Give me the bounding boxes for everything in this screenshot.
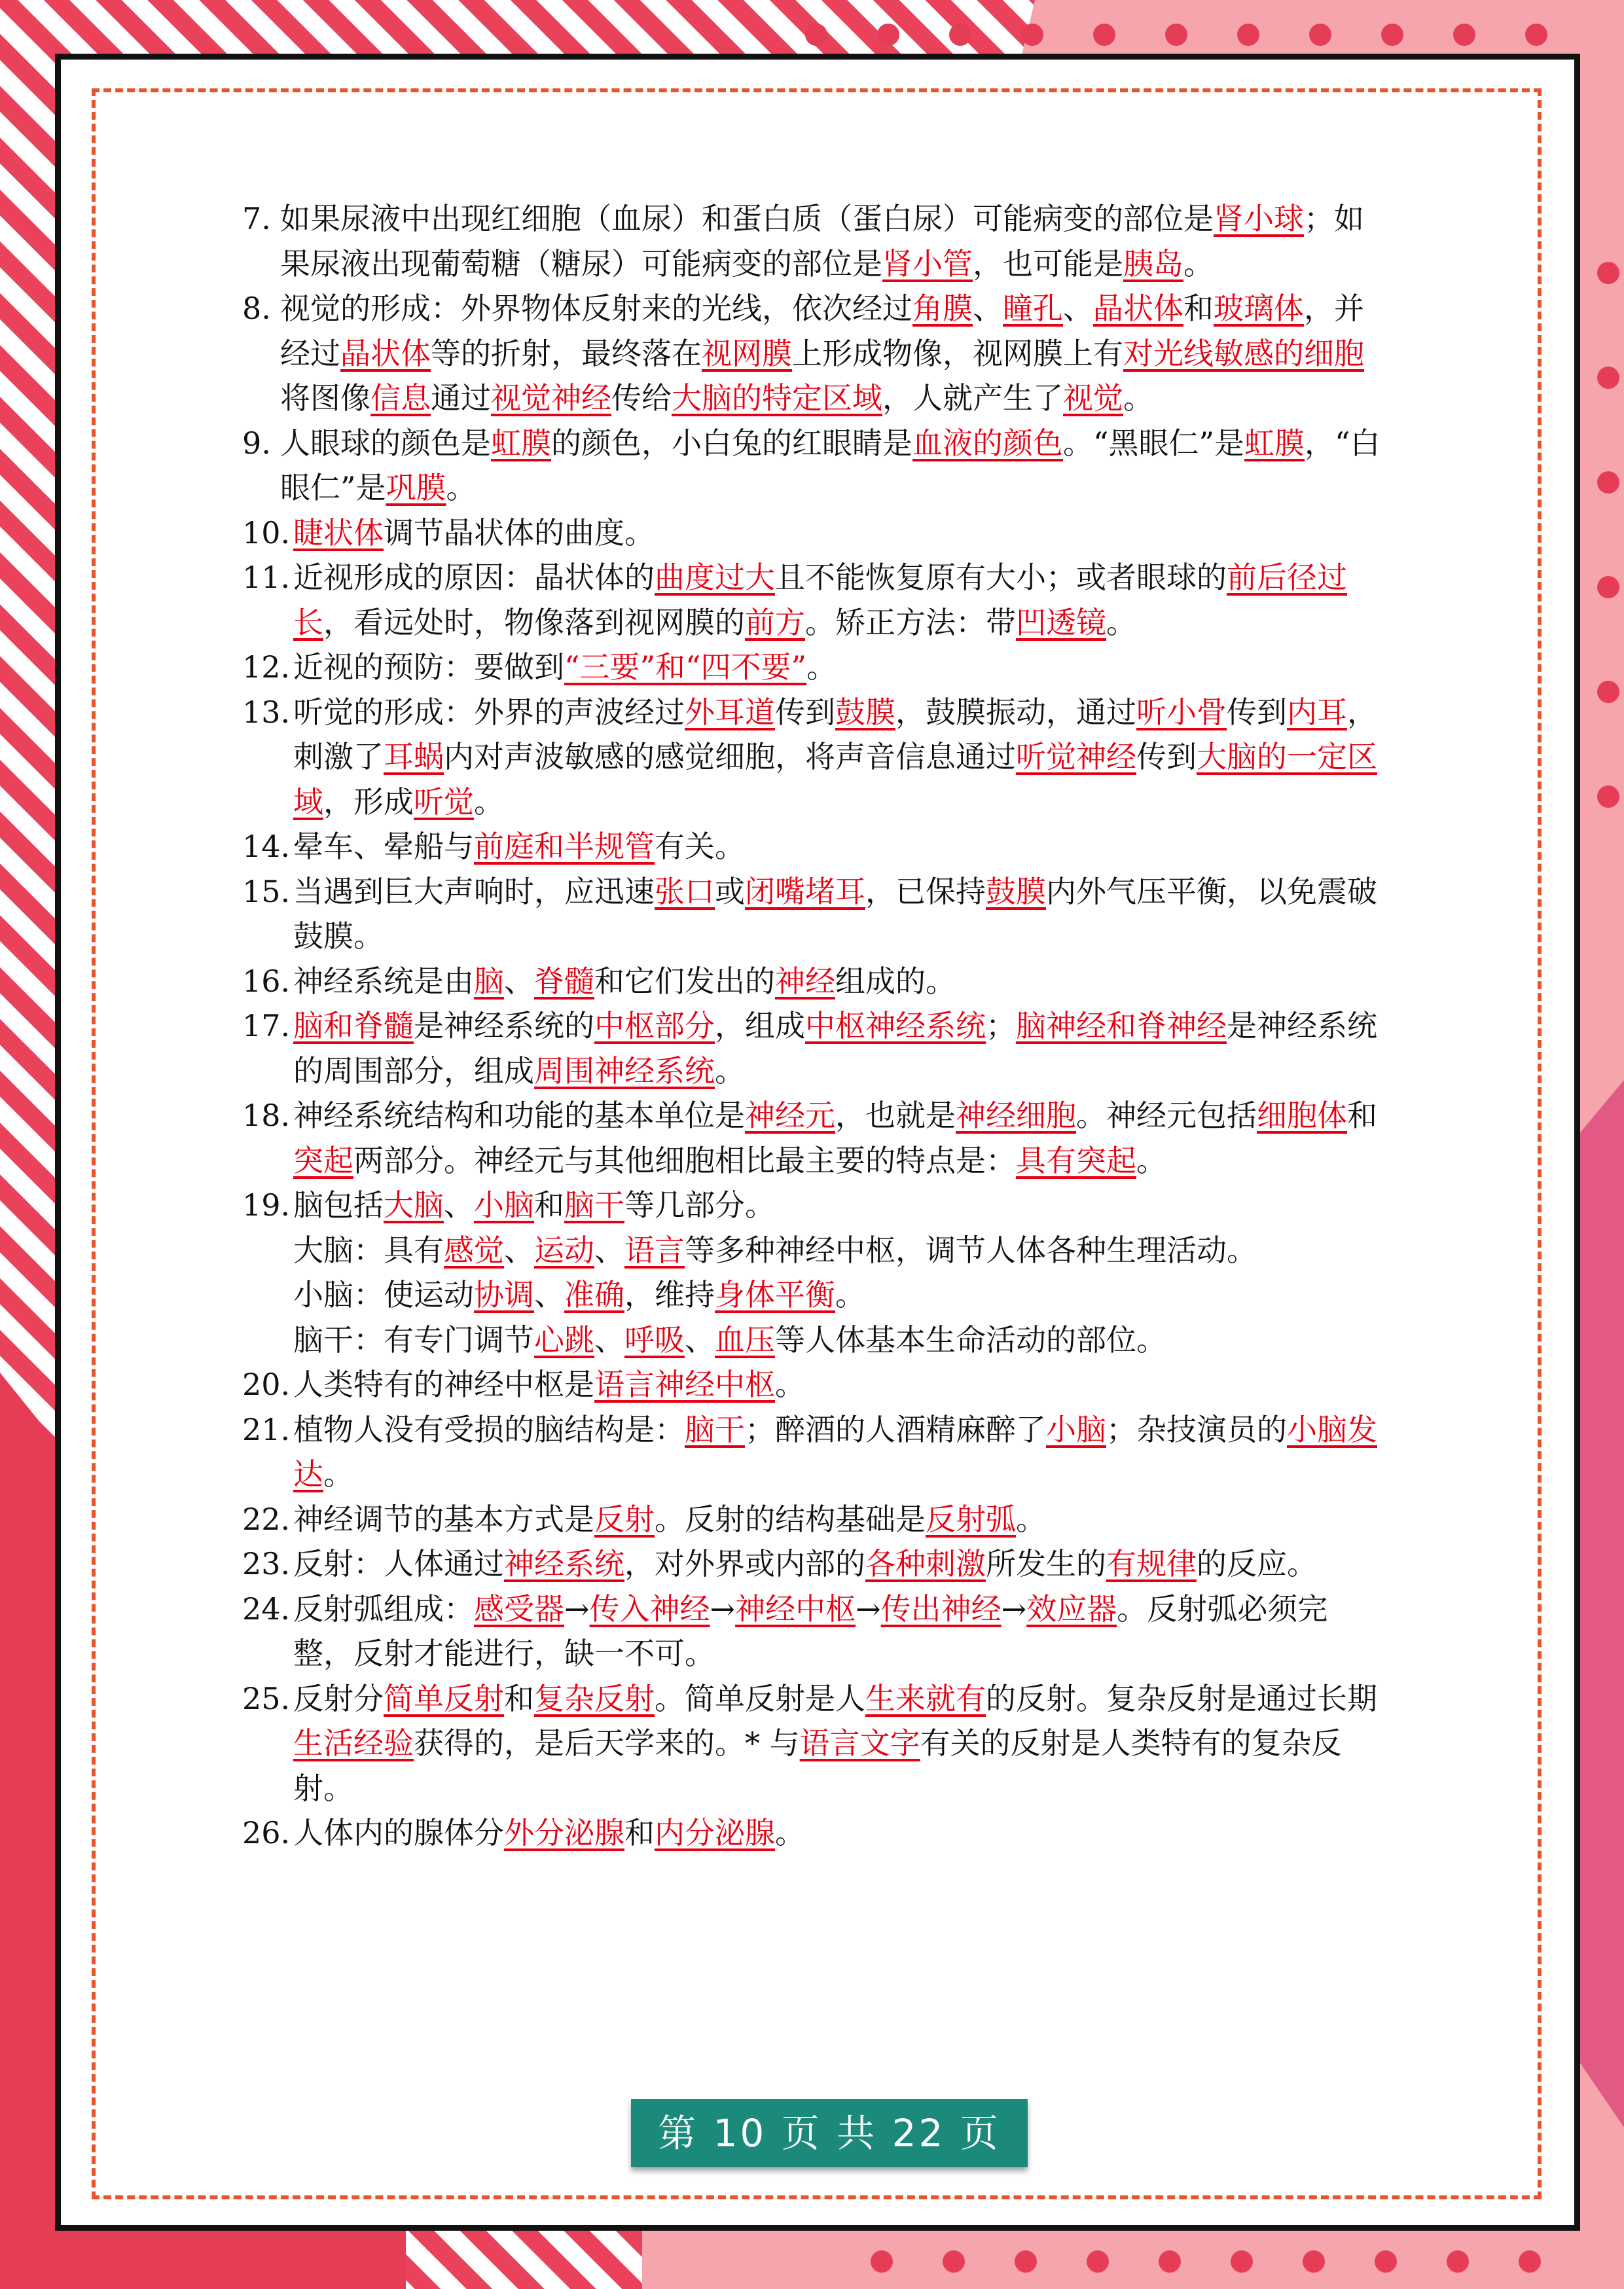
list-item: [242, 555, 1381, 645]
answer-text: 肾小管: [882, 245, 973, 281]
answer-text: 神经系统: [504, 1546, 624, 1581]
answer-text: 呼吸: [624, 1322, 685, 1358]
question-text: 。: [446, 470, 477, 505]
question-text: 。: [474, 784, 504, 820]
question-text: 。: [775, 1815, 805, 1850]
question-text: ，人就产生了: [882, 380, 1063, 416]
item-number: 18.: [242, 1098, 291, 1133]
answer-text: 语言: [624, 1232, 685, 1268]
question-text: 脑包括: [293, 1187, 384, 1223]
question-text: 获得的，是后天学来的。* 与: [414, 1725, 800, 1761]
sub-item: [242, 1318, 1381, 1363]
answer-text: 感觉: [444, 1232, 504, 1268]
question-text: 传给: [611, 380, 672, 416]
sub-item: [242, 1228, 1381, 1273]
question-text: 、: [594, 1322, 624, 1358]
question-text: ，维持: [624, 1277, 715, 1312]
answer-text: 身体平衡: [715, 1277, 835, 1312]
answer-text: 瞳孔: [1003, 291, 1063, 326]
list-item: [242, 286, 1381, 421]
answer-text: 具有突起: [1016, 1142, 1136, 1178]
answer-text: 大脑的特定区域: [672, 380, 882, 416]
question-text: 将图像: [280, 380, 370, 416]
question-text: →: [564, 1591, 590, 1627]
question-text: ，组成: [715, 1008, 805, 1043]
question-text: ；醉酒的人酒精麻醉了: [745, 1411, 1046, 1447]
answer-text: 听小骨: [1136, 694, 1227, 730]
answer-text: 角膜: [912, 291, 973, 326]
question-text: 和: [534, 1187, 564, 1223]
answer-text: 反射弧: [926, 1501, 1016, 1537]
question-text: 和它们发出的: [594, 963, 775, 999]
item-number: 17.: [242, 1008, 291, 1043]
list-item: [242, 824, 1381, 869]
item-number: 14.: [242, 829, 291, 864]
answer-text: 听觉: [414, 784, 474, 820]
answer-text: 脑神经和脊神经: [1016, 1008, 1227, 1043]
question-text: 上形成物像，视网膜上有: [792, 335, 1123, 371]
answer-text: 晶状体: [1093, 291, 1183, 326]
answer-text: 曲度过大: [655, 560, 775, 595]
answer-text: 胰岛: [1123, 245, 1183, 281]
item-number: 21.: [242, 1411, 291, 1447]
answer-text: 传出神经: [880, 1591, 1001, 1627]
item-number: 26.: [242, 1815, 291, 1850]
answer-text: 简单反射: [384, 1680, 504, 1716]
list-item: [242, 196, 1381, 286]
answer-text: 张口: [655, 873, 715, 909]
answer-text: 神经: [775, 963, 835, 999]
answer-text: 中枢部分: [594, 1008, 715, 1043]
question-text: →: [710, 1591, 736, 1627]
answer-text: 血液的颜色: [912, 425, 1063, 461]
question-text: 和: [1183, 291, 1214, 326]
question-text: 有关。: [655, 829, 745, 864]
item-number: 22.: [242, 1501, 291, 1537]
item-number: 9.: [242, 425, 271, 461]
answer-text: 大脑的一定区域: [293, 739, 1377, 820]
question-text: 人体内的腺体分: [293, 1815, 504, 1850]
question-text: ，“白眼仁”是: [280, 425, 1380, 505]
question-text: 如果尿液中出现红细胞（血尿）和蛋白质（蛋白尿）可能病变的部位是: [280, 201, 1214, 236]
answer-text: 效应器: [1026, 1591, 1117, 1627]
question-text: 和: [504, 1680, 534, 1716]
question-text: 神经调节的基本方式是: [293, 1501, 594, 1537]
question-text: 神经系统是由: [293, 963, 474, 999]
list-item: [242, 959, 1381, 1004]
list-item: [242, 1811, 1381, 1856]
answer-text: 前方: [745, 604, 805, 640]
answer-text: 巩膜: [386, 470, 446, 505]
answer-text: 中枢神经系统: [805, 1008, 986, 1043]
list-item: [242, 1362, 1381, 1407]
question-text: 反射分: [293, 1680, 384, 1716]
question-text: 。: [835, 1277, 865, 1312]
answer-text: 脑干: [564, 1187, 624, 1223]
answer-text: 准确: [564, 1277, 624, 1312]
answer-text: 脊髓: [534, 963, 594, 999]
answer-text: 睫状体: [293, 514, 384, 550]
list-item: [242, 511, 1381, 556]
question-text: 、: [594, 1232, 624, 1268]
item-number: 23.: [242, 1546, 291, 1581]
list-item: [242, 1183, 1381, 1228]
question-text: 传到: [1227, 694, 1287, 730]
question-text: 。矫正方法：带: [805, 604, 1016, 640]
question-text: 和: [1347, 1098, 1377, 1133]
answer-text: 脑干: [685, 1411, 745, 1447]
question-text: 等的折射，最终落在: [431, 335, 702, 371]
list-item: [242, 690, 1381, 825]
answer-text: 闭嘴堵耳: [745, 873, 865, 909]
answer-text: 小脑: [1046, 1411, 1106, 1447]
question-text: 、: [504, 1232, 534, 1268]
answer-text: 晶状体: [340, 335, 431, 371]
question-text: 两部分。神经元与其他细胞相比最主要的特点是：: [353, 1142, 1016, 1178]
list-item: [242, 645, 1381, 690]
answer-text: 生活经验: [293, 1725, 414, 1761]
question-text: 反射弧组成：: [293, 1591, 474, 1627]
question-text: 。: [323, 1456, 353, 1492]
item-number: 16.: [242, 963, 291, 999]
question-text: 传到: [775, 694, 835, 730]
question-text: 传到: [1136, 739, 1197, 774]
answer-text: 运动: [534, 1232, 594, 1268]
question-text: ，并经过: [280, 291, 1364, 371]
question-text: 、: [444, 1187, 474, 1223]
question-text: 神经系统结构和功能的基本单位是: [293, 1098, 745, 1133]
question-text: 的反射。复杂反射是通过长期: [986, 1680, 1377, 1716]
answer-text: 鼓膜: [835, 694, 895, 730]
list-item: [242, 869, 1381, 959]
answer-text: 外分泌腺: [504, 1815, 624, 1850]
question-text: 。反射的结构基础是: [655, 1501, 926, 1537]
answer-text: 小脑发达: [293, 1411, 1377, 1492]
question-text: 内外气压平衡，以免震破鼓膜。: [293, 873, 1377, 954]
question-text: ，看远处时，物像落到视网膜的: [323, 604, 745, 640]
question-text: ，也就是: [835, 1098, 956, 1133]
item-number: 11.: [242, 560, 291, 595]
question-text: 人类特有的神经中枢是: [293, 1367, 594, 1402]
question-text: 、: [534, 1277, 564, 1312]
list-item: [242, 1003, 1381, 1093]
answer-text: 反射: [594, 1501, 655, 1537]
question-text: 的颜色，小白兔的红眼睛是: [551, 425, 912, 461]
answer-text: 感受器: [474, 1591, 564, 1627]
question-text: 。神经元包括: [1076, 1098, 1257, 1133]
question-text: 、: [1063, 291, 1093, 326]
answer-text: 视觉: [1063, 380, 1123, 416]
answer-text: 传入神经: [589, 1591, 710, 1627]
answer-text: 听觉神经: [1016, 739, 1136, 774]
answer-text: 神经中枢: [735, 1591, 856, 1627]
item-number: 8.: [242, 291, 271, 326]
item-number: 19.: [242, 1187, 291, 1223]
question-text: 和: [624, 1815, 655, 1850]
question-text: 。: [1106, 604, 1136, 640]
question-text: 脑干：有专门调节: [293, 1322, 534, 1358]
question-text: 。“黑眼仁”是: [1063, 425, 1245, 461]
answer-text: 血压: [715, 1322, 775, 1358]
answer-text: 细胞体: [1257, 1098, 1347, 1133]
page-number-badge: 第 10 页 共 22 页: [631, 2099, 1028, 2167]
answer-text: 耳蜗: [384, 739, 444, 774]
sub-item: [242, 1272, 1381, 1318]
question-text: 当遇到巨大声响时，应迅速: [293, 873, 655, 909]
question-text: 。: [1136, 1142, 1166, 1178]
answer-text: 前后径过长: [293, 560, 1347, 640]
question-text: 植物人没有受损的脑结构是：: [293, 1411, 685, 1447]
item-number: 12.: [242, 649, 291, 685]
item-number: 7.: [242, 201, 271, 236]
question-text: ；如果尿液出现葡萄糖（糖尿）可能病变的部位是: [280, 201, 1364, 281]
list-item: [242, 421, 1381, 511]
answer-text: 突起: [293, 1142, 353, 1178]
question-text: 近视形成的原因：晶状体的: [293, 560, 655, 595]
question-text: 等多种神经中枢，调节人体各种生理活动。: [685, 1232, 1257, 1268]
answer-text: 外耳道: [685, 694, 775, 730]
answer-text: 虹膜: [1244, 425, 1305, 461]
question-text: ，也可能是: [973, 245, 1123, 281]
answer-text: 周围神经系统: [534, 1053, 715, 1089]
answer-text: 大脑: [384, 1187, 444, 1223]
question-text: 等几部分。: [624, 1187, 775, 1223]
question-text: 且不能恢复原有大小；或者眼球的: [775, 560, 1227, 595]
question-text: 晕车、晕船与: [293, 829, 474, 864]
question-text: 大脑：具有: [293, 1232, 444, 1268]
question-text: 。反射弧必须完整，反射才能进行，缺一不可。: [293, 1591, 1328, 1671]
question-text: 是神经系统的周围部分，组成: [293, 1008, 1377, 1089]
answer-text: 脑和脊髓: [293, 1008, 414, 1043]
question-text: ，刺激了: [293, 694, 1377, 774]
item-number: 20.: [242, 1367, 291, 1402]
question-text: 等人体基本生命活动的部位。: [775, 1322, 1166, 1358]
question-text: ，形成: [323, 784, 414, 820]
answer-text: 有规律: [1106, 1546, 1197, 1581]
question-text: ；: [986, 1008, 1016, 1043]
question-text: 小脑：使运动: [293, 1277, 474, 1312]
answer-text: 虹膜: [491, 425, 551, 461]
question-text: ，对外界或内部的: [624, 1546, 865, 1581]
list-item: [242, 1676, 1381, 1811]
answer-text: 凹透镜: [1016, 604, 1106, 640]
list-item: [242, 1407, 1381, 1497]
answer-text: 生来就有: [865, 1680, 986, 1716]
question-text: 反射：人体通过: [293, 1546, 504, 1581]
item-number: 24.: [242, 1591, 291, 1627]
item-number: 10.: [242, 514, 291, 550]
question-text: 。: [1183, 245, 1214, 281]
question-text: ；杂技演员的: [1106, 1411, 1287, 1447]
question-text: 的反应。: [1197, 1546, 1317, 1581]
question-text: 。简单反射是人: [655, 1680, 865, 1716]
question-text: 听觉的形成：外界的声波经过: [293, 694, 685, 730]
answer-text: 语言神经中枢: [594, 1367, 775, 1402]
answer-text: 小脑: [474, 1187, 534, 1223]
question-text: 。: [806, 649, 837, 685]
question-text: 。: [1123, 380, 1153, 416]
answer-text: 各种刺激: [865, 1546, 986, 1581]
question-text: →: [1001, 1591, 1027, 1627]
question-text: 。: [775, 1367, 805, 1402]
question-text: ，鼓膜振动，通过: [895, 694, 1136, 730]
answer-text: 脑: [474, 963, 504, 999]
question-text: 内对声波敏感的感觉细胞，将声音信息通过: [444, 739, 1016, 774]
question-text: 、: [685, 1322, 715, 1358]
study-notes: [242, 196, 1381, 1856]
answer-text: “三要”和“四不要”: [564, 649, 807, 685]
answer-text: 视网膜: [702, 335, 792, 371]
answer-text: 内耳: [1287, 694, 1347, 730]
question-text: 人眼球的颜色是: [280, 425, 491, 461]
question-text: 是神经系统的: [414, 1008, 594, 1043]
question-text: 视觉的形成：外界物体反射来的光线，依次经过: [280, 291, 912, 326]
question-text: 。: [715, 1053, 745, 1089]
list-item: [242, 1587, 1381, 1676]
answer-text: 神经细胞: [956, 1098, 1076, 1133]
list-item: [242, 1541, 1381, 1587]
answer-text: 复杂反射: [534, 1680, 655, 1716]
answer-text: 信息: [370, 380, 431, 416]
answer-text: 神经元: [745, 1098, 835, 1133]
question-text: 通过: [431, 380, 491, 416]
item-number: 25.: [242, 1680, 291, 1716]
question-text: 、: [973, 291, 1003, 326]
question-text: 调节晶状体的曲度。: [384, 514, 655, 550]
item-number: 15.: [242, 873, 291, 909]
answer-text: 前庭和半规管: [474, 829, 655, 864]
answer-text: 玻璃体: [1214, 291, 1304, 326]
answer-text: 视觉神经: [491, 380, 611, 416]
question-text: →: [856, 1591, 881, 1627]
answer-text: 内分泌腺: [655, 1815, 775, 1850]
answer-text: 肾小球: [1214, 201, 1304, 236]
question-text: 近视的预防：要做到: [293, 649, 564, 685]
answer-text: 对光线敏感的细胞: [1123, 335, 1364, 371]
answer-text: 鼓膜: [986, 873, 1046, 909]
question-text: 所发生的: [986, 1546, 1106, 1581]
list-item: [242, 1093, 1381, 1183]
answer-text: 协调: [474, 1277, 534, 1312]
answer-text: 心跳: [534, 1322, 594, 1358]
question-text: 有关的反射是人类特有的复杂反射。: [293, 1725, 1342, 1806]
question-text: ，已保持: [865, 873, 986, 909]
list-item: [242, 1497, 1381, 1542]
question-text: 。: [1016, 1501, 1046, 1537]
answer-text: 语言文字: [799, 1725, 920, 1761]
question-text: 组成的。: [835, 963, 956, 999]
question-text: 、: [504, 963, 534, 999]
item-number: 13.: [242, 694, 291, 730]
question-text: 或: [715, 873, 745, 909]
